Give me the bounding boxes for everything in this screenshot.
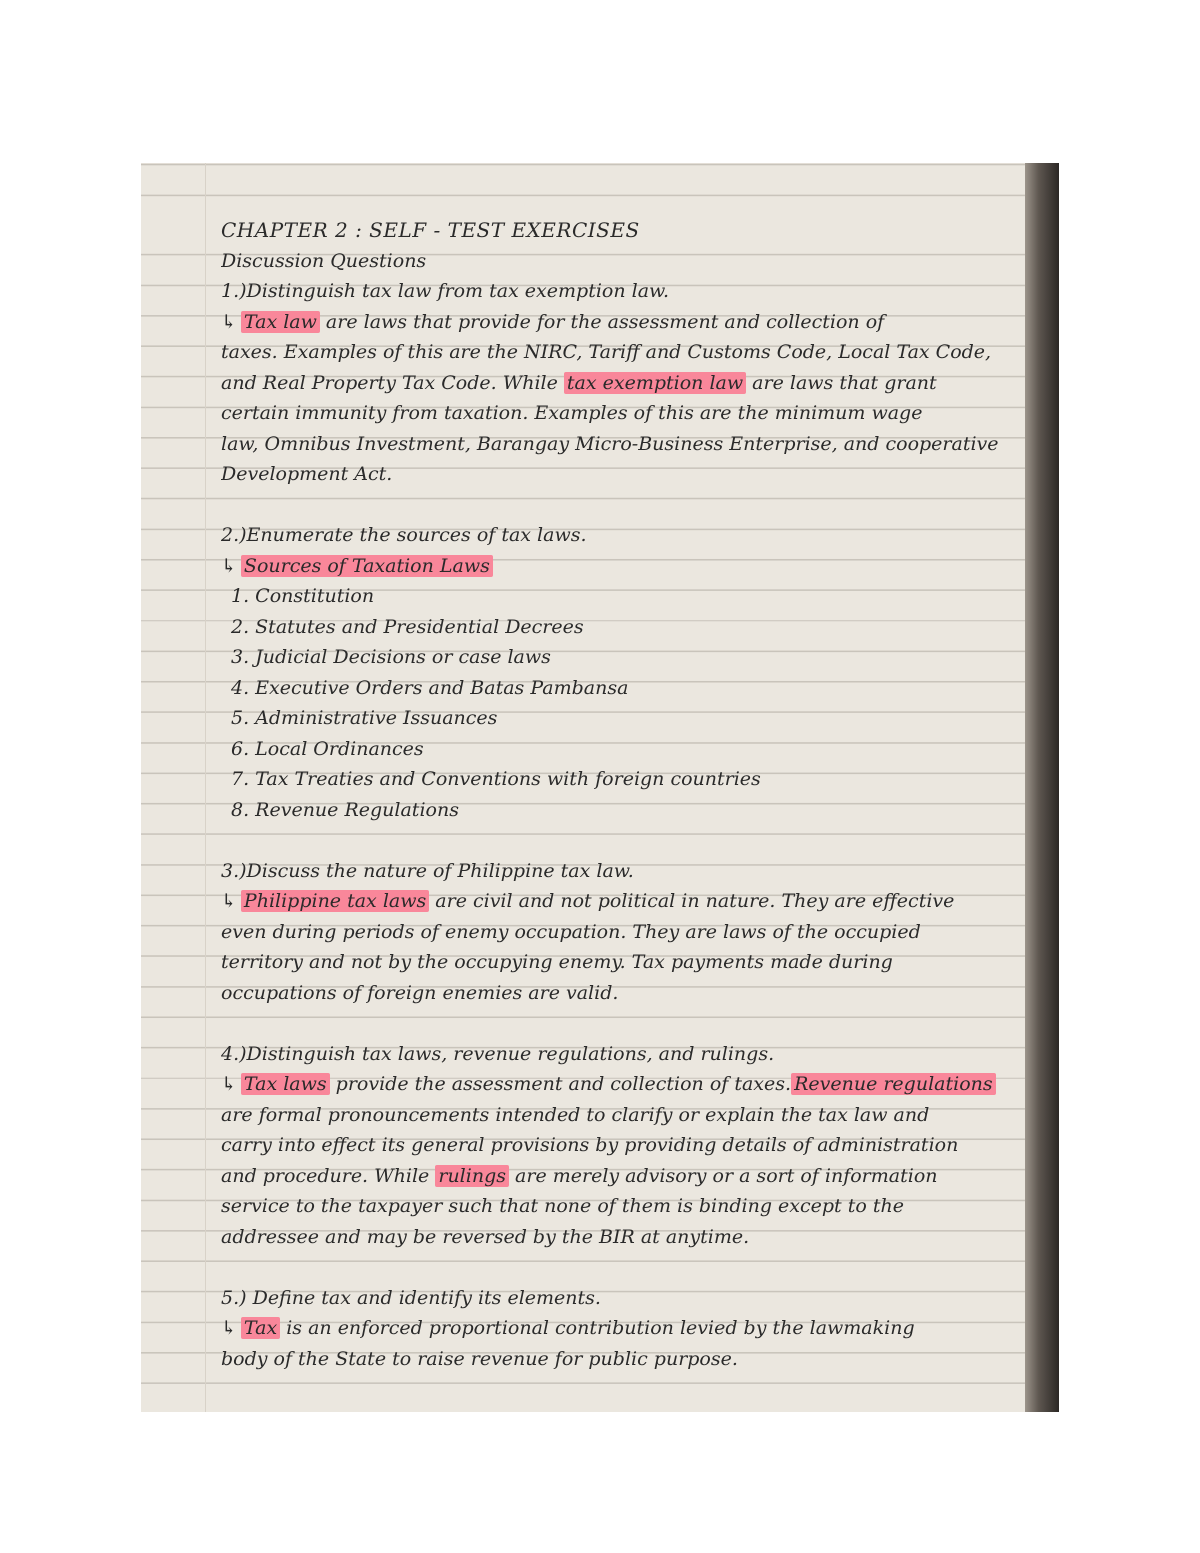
q5-answer-line-2: body of the State to raise revenue for public purpose. (221, 1347, 738, 1370)
q3-question: 3.)Discuss the nature of Philippine tax law. (221, 859, 634, 882)
q3-answer-line-4: occupations of foreign enemies are valid. (221, 981, 619, 1004)
q2-question: 2.)Enumerate the sources of tax laws. (221, 524, 587, 546)
list-item: 1. Constitution (231, 585, 375, 607)
arrow-icon: ↳ (221, 890, 237, 912)
arrow-icon: ↳ (221, 554, 237, 577)
q4-answer-line-2: are formal pronouncements intended to clarify or explain the tax law and (221, 1103, 930, 1126)
margin-line (205, 163, 206, 1412)
notebook-photo (141, 163, 1059, 1412)
q1-answer-line-6: Development Act. (221, 463, 393, 485)
q1-question: 1.)Distinguish tax law from tax exemption law. (221, 280, 670, 302)
highlight-philippine-tax-laws: Philippine tax laws (241, 890, 429, 912)
q4-answer-line-6: addressee and may be reversed by the BIR at anytime. (221, 1225, 750, 1248)
q5-question: 5.) Define tax and identify its elements. (221, 1286, 601, 1309)
section-subtitle: Discussion Questions (221, 249, 427, 272)
q1-a3-post: are laws that grant (752, 371, 937, 394)
chapter-title: CHAPTER 2 : SELF - TEST EXERCISES (221, 218, 640, 242)
q4-a4-pre: and procedure. While (221, 1164, 430, 1187)
q4-a4-post: are merely advisory or a sort of information (515, 1164, 938, 1187)
list-item: 7. Tax Treaties and Conventions with foreign countries (231, 768, 761, 790)
highlight-tax-exemption-law: tax exemption law (564, 372, 746, 394)
highlight-tax-law: Tax law (241, 311, 320, 333)
notebook-page (141, 163, 1031, 1412)
q1-answer-line-3 (221, 368, 1001, 399)
handwritten-notes (221, 215, 1001, 1374)
q1-a3-pre: and Real Property Tax Code. While (221, 371, 558, 394)
q4-answer-line-1 (221, 1069, 1001, 1100)
arrow-icon: ↳ (221, 310, 237, 333)
highlight-tax-laws: Tax laws (241, 1073, 330, 1095)
q4-answer-line-5: service to the taxpayer such that none of them is binding except to the (221, 1195, 904, 1217)
list-item: 4. Executive Orders and Batas Pambansa (231, 676, 629, 699)
q3-answer-line-3: territory and not by the occupying enemy. Tax payments made during (221, 951, 893, 973)
highlight-rulings: rulings (435, 1165, 509, 1187)
list-item: 6. Local Ordinances (231, 737, 424, 760)
list-item: 8. Revenue Regulations (231, 798, 459, 821)
q2-heading (221, 551, 1001, 582)
q5-a1-text: is an enforced proportional contribution levied by the lawmaking (286, 1317, 915, 1339)
highlight-revenue-regulations: Revenue regulations (791, 1073, 996, 1095)
q4-answer-line-3: carry into effect its general provisions by providing details of administration (221, 1134, 959, 1156)
arrow-icon: ↳ (221, 1317, 237, 1339)
list-item: 2. Statutes and Presidential Decrees (231, 615, 584, 638)
q3-answer-line-1 (221, 886, 1001, 917)
list-item: 3. Judicial Decisions or case laws (231, 646, 551, 668)
q1-answer-line-1 (221, 307, 1001, 338)
q1-answer-line-2: taxes. Examples of this are the NIRC, Tariff and Customs Code, Local Tax Code, (221, 341, 992, 363)
q4-a1-text: provide the assessment and collection of taxes. (335, 1073, 792, 1095)
q4-answer-line-4 (221, 1161, 1001, 1192)
highlight-tax: Tax (241, 1317, 280, 1339)
arrow-icon: ↳ (221, 1073, 237, 1095)
q1-answer-line-4: certain immunity from taxation. Examples of this are the minimum wage (221, 402, 923, 424)
q1-a1-text: are laws that provide for the assessment and collection of (325, 310, 885, 333)
notebook-edge (1025, 163, 1059, 1412)
q1-answer-line-5: law, Omnibus Investment, Barangay Micro-Business Enterprise, and cooperative (221, 432, 999, 455)
highlight-sources: Sources of Taxation Laws (241, 555, 493, 577)
q3-answer-line-2: even during periods of enemy occupation. They are laws of the occupied (221, 920, 921, 943)
list-item: 5. Administrative Issuances (231, 707, 498, 729)
q3-a1-text: are civil and not political in nature. They are effective (435, 890, 955, 912)
q5-answer-line-1 (221, 1313, 1001, 1344)
q4-question: 4.)Distinguish tax laws, revenue regulations, and rulings. (221, 1042, 775, 1065)
